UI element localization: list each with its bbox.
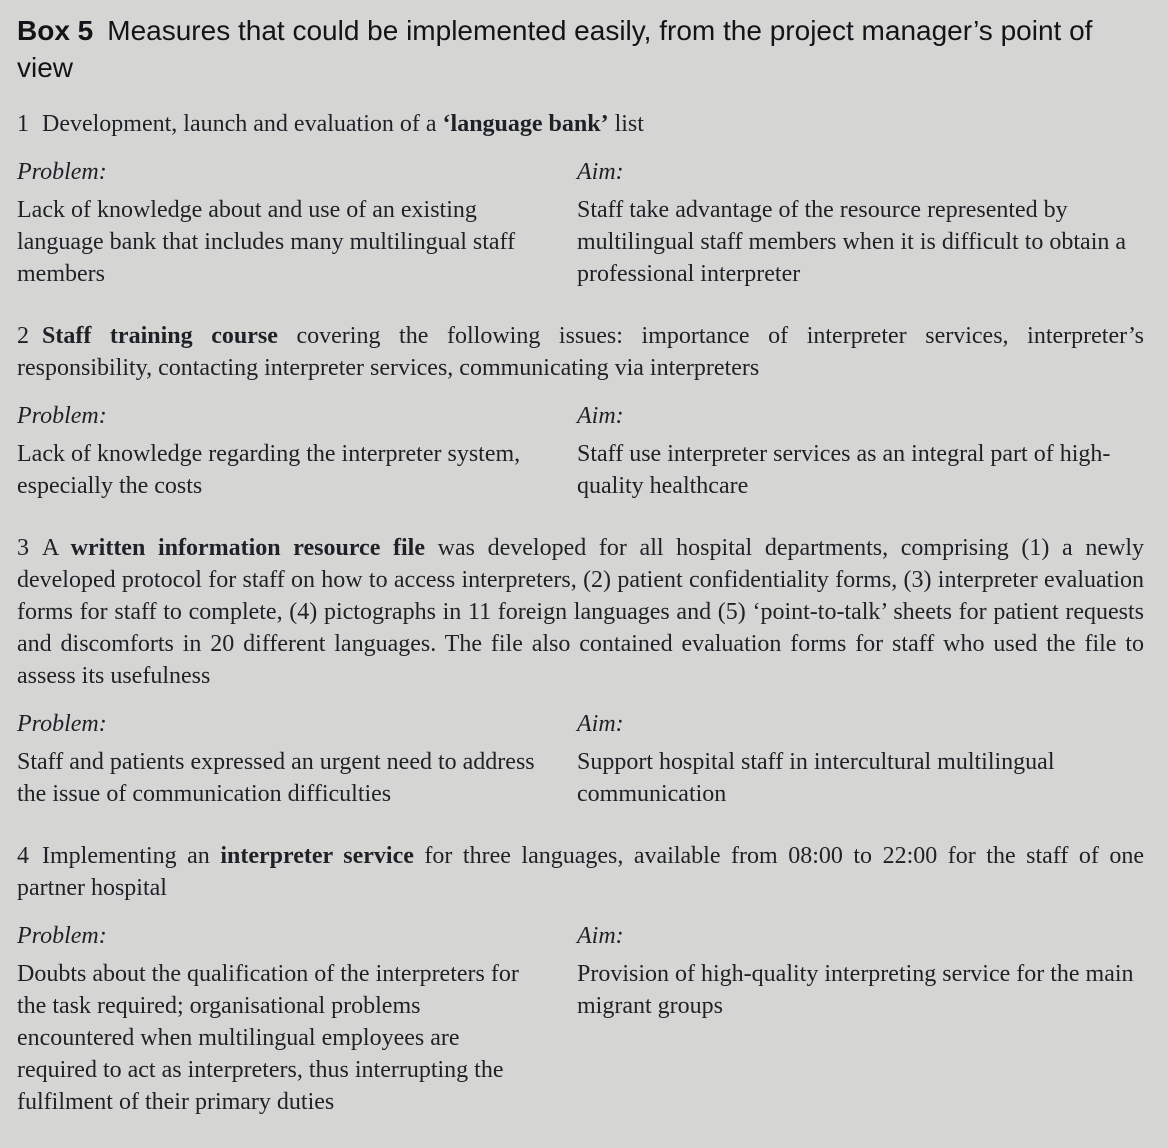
- measure-text-post: list: [608, 111, 644, 137]
- box-header: [17, 12, 1127, 86]
- measure-number: 3: [17, 535, 29, 561]
- measure-item-1: [17, 108, 1144, 290]
- aim-label: Aim:: [577, 403, 624, 429]
- measure-heading: [17, 320, 1144, 384]
- problem-label: Problem:: [17, 159, 107, 185]
- problem-text: Staff and patients expressed an urgent need to address the issue of communication difficulties: [17, 749, 535, 807]
- problem-column: [17, 400, 577, 502]
- problem-aim-columns: [17, 400, 1144, 502]
- problem-text: Lack of knowledge about and use of an existing language bank that includes many multilingual staff members: [17, 197, 516, 287]
- measure-item-2: [17, 320, 1144, 502]
- measure-text-bold: Staff training course: [42, 323, 278, 349]
- measure-text-bold: ‘language bank’: [442, 111, 609, 137]
- box-label: Box 5: [17, 15, 94, 46]
- measure-text-post: was developed for all hospital departments, comprising (1) a newly developed protocol for staff on how to access interpreters, (2) patient confidentiality forms, (3) interpreter evaluation forms for staff to complete, (4) pictographs in 11 foreign languages and (5) ‘point-to-talk’ sheets for patient requests and discomforts in 20 different languages. The file also contained evaluation forms for staff who used the file to assess its usefulness: [17, 535, 1145, 689]
- measure-number: 2: [17, 323, 29, 349]
- aim-text: Provision of high-quality interpreting service for the main migrant groups: [577, 961, 1134, 1019]
- problem-column: [17, 920, 577, 1118]
- aim-label: Aim:: [577, 711, 624, 737]
- measure-number: 1: [17, 111, 29, 137]
- measure-text-bold: interpreter service: [220, 843, 414, 869]
- problem-label: Problem:: [17, 711, 107, 737]
- measure-text-pre: A: [42, 535, 71, 561]
- measure-text-pre: Development, launch and evaluation of a: [42, 111, 443, 137]
- problem-text: Lack of knowledge regarding the interpreter system, especially the costs: [17, 441, 521, 499]
- problem-column: [17, 708, 577, 810]
- measure-heading: [17, 532, 1144, 692]
- measure-text-post: for three languages, available from 08:00 to 22:00 for the staff of one partner hospital: [17, 843, 1145, 901]
- problem-column: [17, 156, 577, 290]
- measure-number: 4: [17, 843, 29, 869]
- problem-text: Doubts about the qualification of the interpreters for the task required; organisational problems encountered when multilingual employees are required to act as interpreters, thus interrupting the fulfilment of their primary duties: [17, 961, 519, 1115]
- measure-text-bold: written information resource file: [70, 535, 425, 561]
- measure-item-3: [17, 532, 1144, 810]
- measure-item-4: [17, 840, 1144, 1118]
- aim-column: [577, 156, 1144, 290]
- aim-column: [577, 400, 1144, 502]
- aim-column: [577, 920, 1144, 1118]
- problem-label: Problem:: [17, 923, 107, 949]
- aim-label: Aim:: [577, 159, 624, 185]
- box-title: Measures that could be implemented easily, from the project manager’s point of view: [17, 15, 1093, 83]
- problem-aim-columns: [17, 920, 1144, 1118]
- aim-text: Staff take advantage of the resource represented by multilingual staff members when it is difficult to obtain a professional interpreter: [577, 197, 1127, 287]
- aim-text: Support hospital staff in intercultural multilingual communication: [577, 749, 1055, 807]
- problem-aim-columns: [17, 156, 1144, 290]
- aim-text: Staff use interpreter services as an integral part of high-quality healthcare: [577, 441, 1111, 499]
- aim-label: Aim:: [577, 923, 624, 949]
- measure-heading: [17, 840, 1144, 904]
- problem-label: Problem:: [17, 403, 107, 429]
- aim-column: [577, 708, 1144, 810]
- problem-aim-columns: [17, 708, 1144, 810]
- measure-text-pre: Implementing an: [42, 843, 221, 869]
- measure-text-post: covering the following issues: importance of interpreter services, interpreter’s responsibility, contacting interpreter services, communicating via interpreters: [17, 323, 1144, 381]
- measure-heading: [17, 108, 1144, 140]
